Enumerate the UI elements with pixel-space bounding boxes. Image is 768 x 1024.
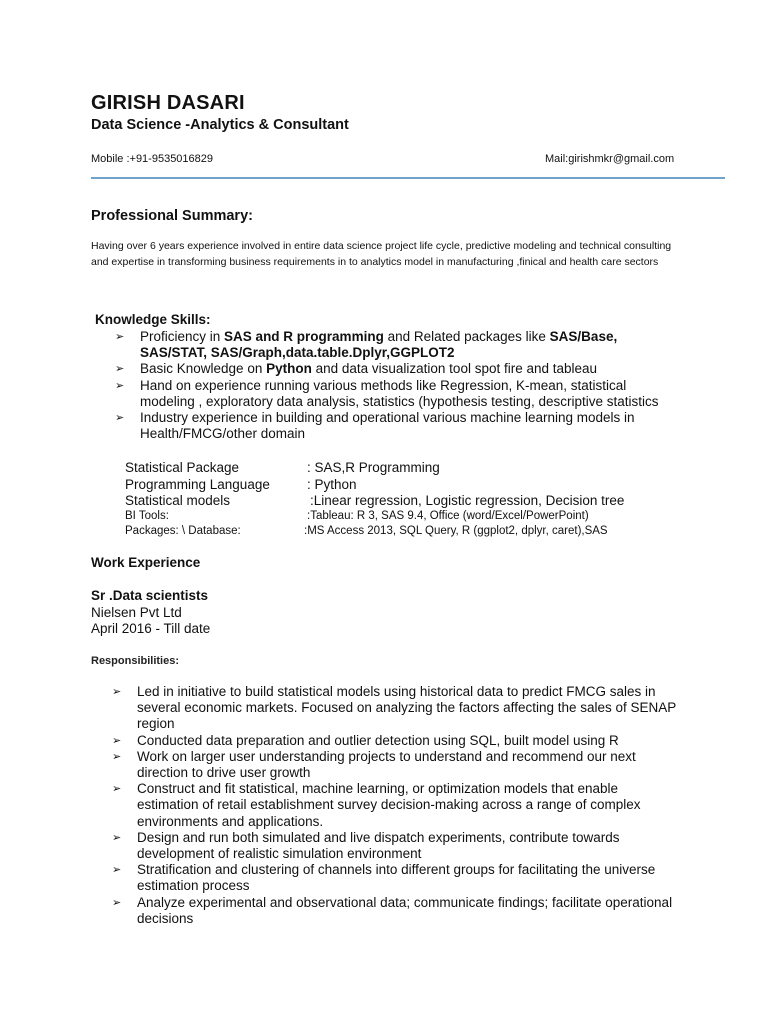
summary-text: Having over 6 years experience involved in entire data science project life cycle, predictive modeling and technical consulting and expertise in transforming business requirements in to analytics model in manufacturing ,finical and health care sectors [91, 240, 672, 268]
list-item: ➢ Stratification and clustering of channels into different groups for facilitating the universe estimation process [112, 862, 677, 894]
list-item: ➢ Construct and fit statistical, machine learning, or optimization models that enable estimation of retail establishment survey decision-making across a range of complex environments and applications. [112, 781, 677, 830]
list-item: ➢ Work on larger user understanding projects to understand and recommend our next direction to drive user growth [112, 749, 677, 781]
email-address: Mail:girishmkr@gmail.com [545, 153, 675, 165]
responsibilities-list [112, 684, 677, 927]
list-item: ➢ Basic Knowledge on Python and data visualization tool spot fire and tableau [115, 361, 675, 377]
job-period: April 2016 - Till date [91, 621, 211, 636]
list-item: ➢ Analyze experimental and observational data; communicate findings; facilitate operational decisions [112, 895, 677, 927]
candidate-title: Data Science -Analytics & Consultant [91, 117, 349, 133]
list-item: ➢ Hand on experience running various methods like Regression, K-mean, statistical modeling , exploratory data analysis, statistics (hypothesis testing, descriptive statistics [115, 378, 675, 410]
skills-list [115, 329, 675, 442]
list-item: ➢ Proficiency in SAS and R programming and Related packages like SAS/Base, SAS/STAT, SAS/Graph,data.table.Dplyr,GGPLOT2 [115, 329, 675, 361]
resume-page: GIRISH DASARI Data Science -Analytics & Consultant Mobile :+91-9535016829 Mail:girishmkr@gmail.com Professional Summary: Having over 6 years experience involved in entire data science project life cycle, predictive modeling and technical consulting and expertise in transforming business requirements in to analytics model in manufacturing ,finical and health care sectors Knowledge Skills: ➢ Proficiency in SAS and R programming and Related packages like SAS/Base, SAS/STAT, SAS/Graph,data.table.Dplyr,GGPLOT2 ➢ Basic Knowledge on Python and data visualization tool spot fire and tableau ➢ Hand on experience running various methods like Regression, K-mean, statistical modeling , exploratory data analysis, statistics (hypothesis testing, descriptive statistics ➢ Industry experience in building and operational various machine learning models in Health/FMCG/other domain Statistical Package : SAS,R Programming Programming Language : Python Statistical models :Linear regression, Logistic regression, Decision tree BI Tools: :Tableau: R 3, SAS 9.4, Office (word/Excel/PowerPoint) Packages: \ Database: :MS Access 2013, SQL Query, R (ggplot2, dplyr, caret),SAS Work Experience Sr .Data scientists Nielsen Pvt Ltd April 2016 - Till date Responsibilities: ➢ Led in initiative to build statistical models using historical data to predict FMCG sales in several economic markets. Focused on analyzing the factors affecting the sales of SENAP region ➢ Conducted data preparation and outlier detection using SQL, built model using R ➢ Work on larger user understanding projects to understand and recommend our next direction to drive user growth ➢ Construct and fit statistical, machine learning, or optimization models that enable estimation of retail establishment survey decision-making across a range of complex environments and applications. ➢ Design and run both simulated and live dispatch experiments, contribute towards development of realistic simulation environment ➢ Stratification and clustering of channels into different groups for facilitating the universe estimation process ➢ Analyze experimental and observational data; communicate findings; facilitate operational decisions [0, 0, 768, 1024]
list-item: ➢ Industry experience in building and operational various machine learning models in Health/FMCG/other domain [115, 410, 675, 442]
header-divider [91, 177, 725, 179]
list-item: ➢ Design and run both simulated and live dispatch experiments, contribute towards development of realistic simulation environment [112, 830, 677, 862]
list-item: ➢ Conducted data preparation and outlier detection using SQL, built model using R [112, 733, 677, 749]
list-item: ➢ Led in initiative to build statistical models using historical data to predict FMCG sales in several economic markets. Focused on analyzing the factors affecting the sales of SENAP region [112, 684, 677, 733]
skills-heading: Knowledge Skills: [95, 312, 211, 327]
job-company: Nielsen Pvt Ltd [91, 604, 182, 620]
summary-heading: Professional Summary: [91, 208, 253, 224]
candidate-name: GIRISH DASARI [91, 92, 245, 114]
job-block [91, 588, 210, 638]
job-role: Sr .Data scientists [91, 588, 209, 603]
mobile-number: Mobile :+91-9535016829 [91, 153, 214, 165]
responsibilities-heading: Responsibilities: [91, 655, 180, 667]
work-heading: Work Experience [91, 555, 201, 570]
